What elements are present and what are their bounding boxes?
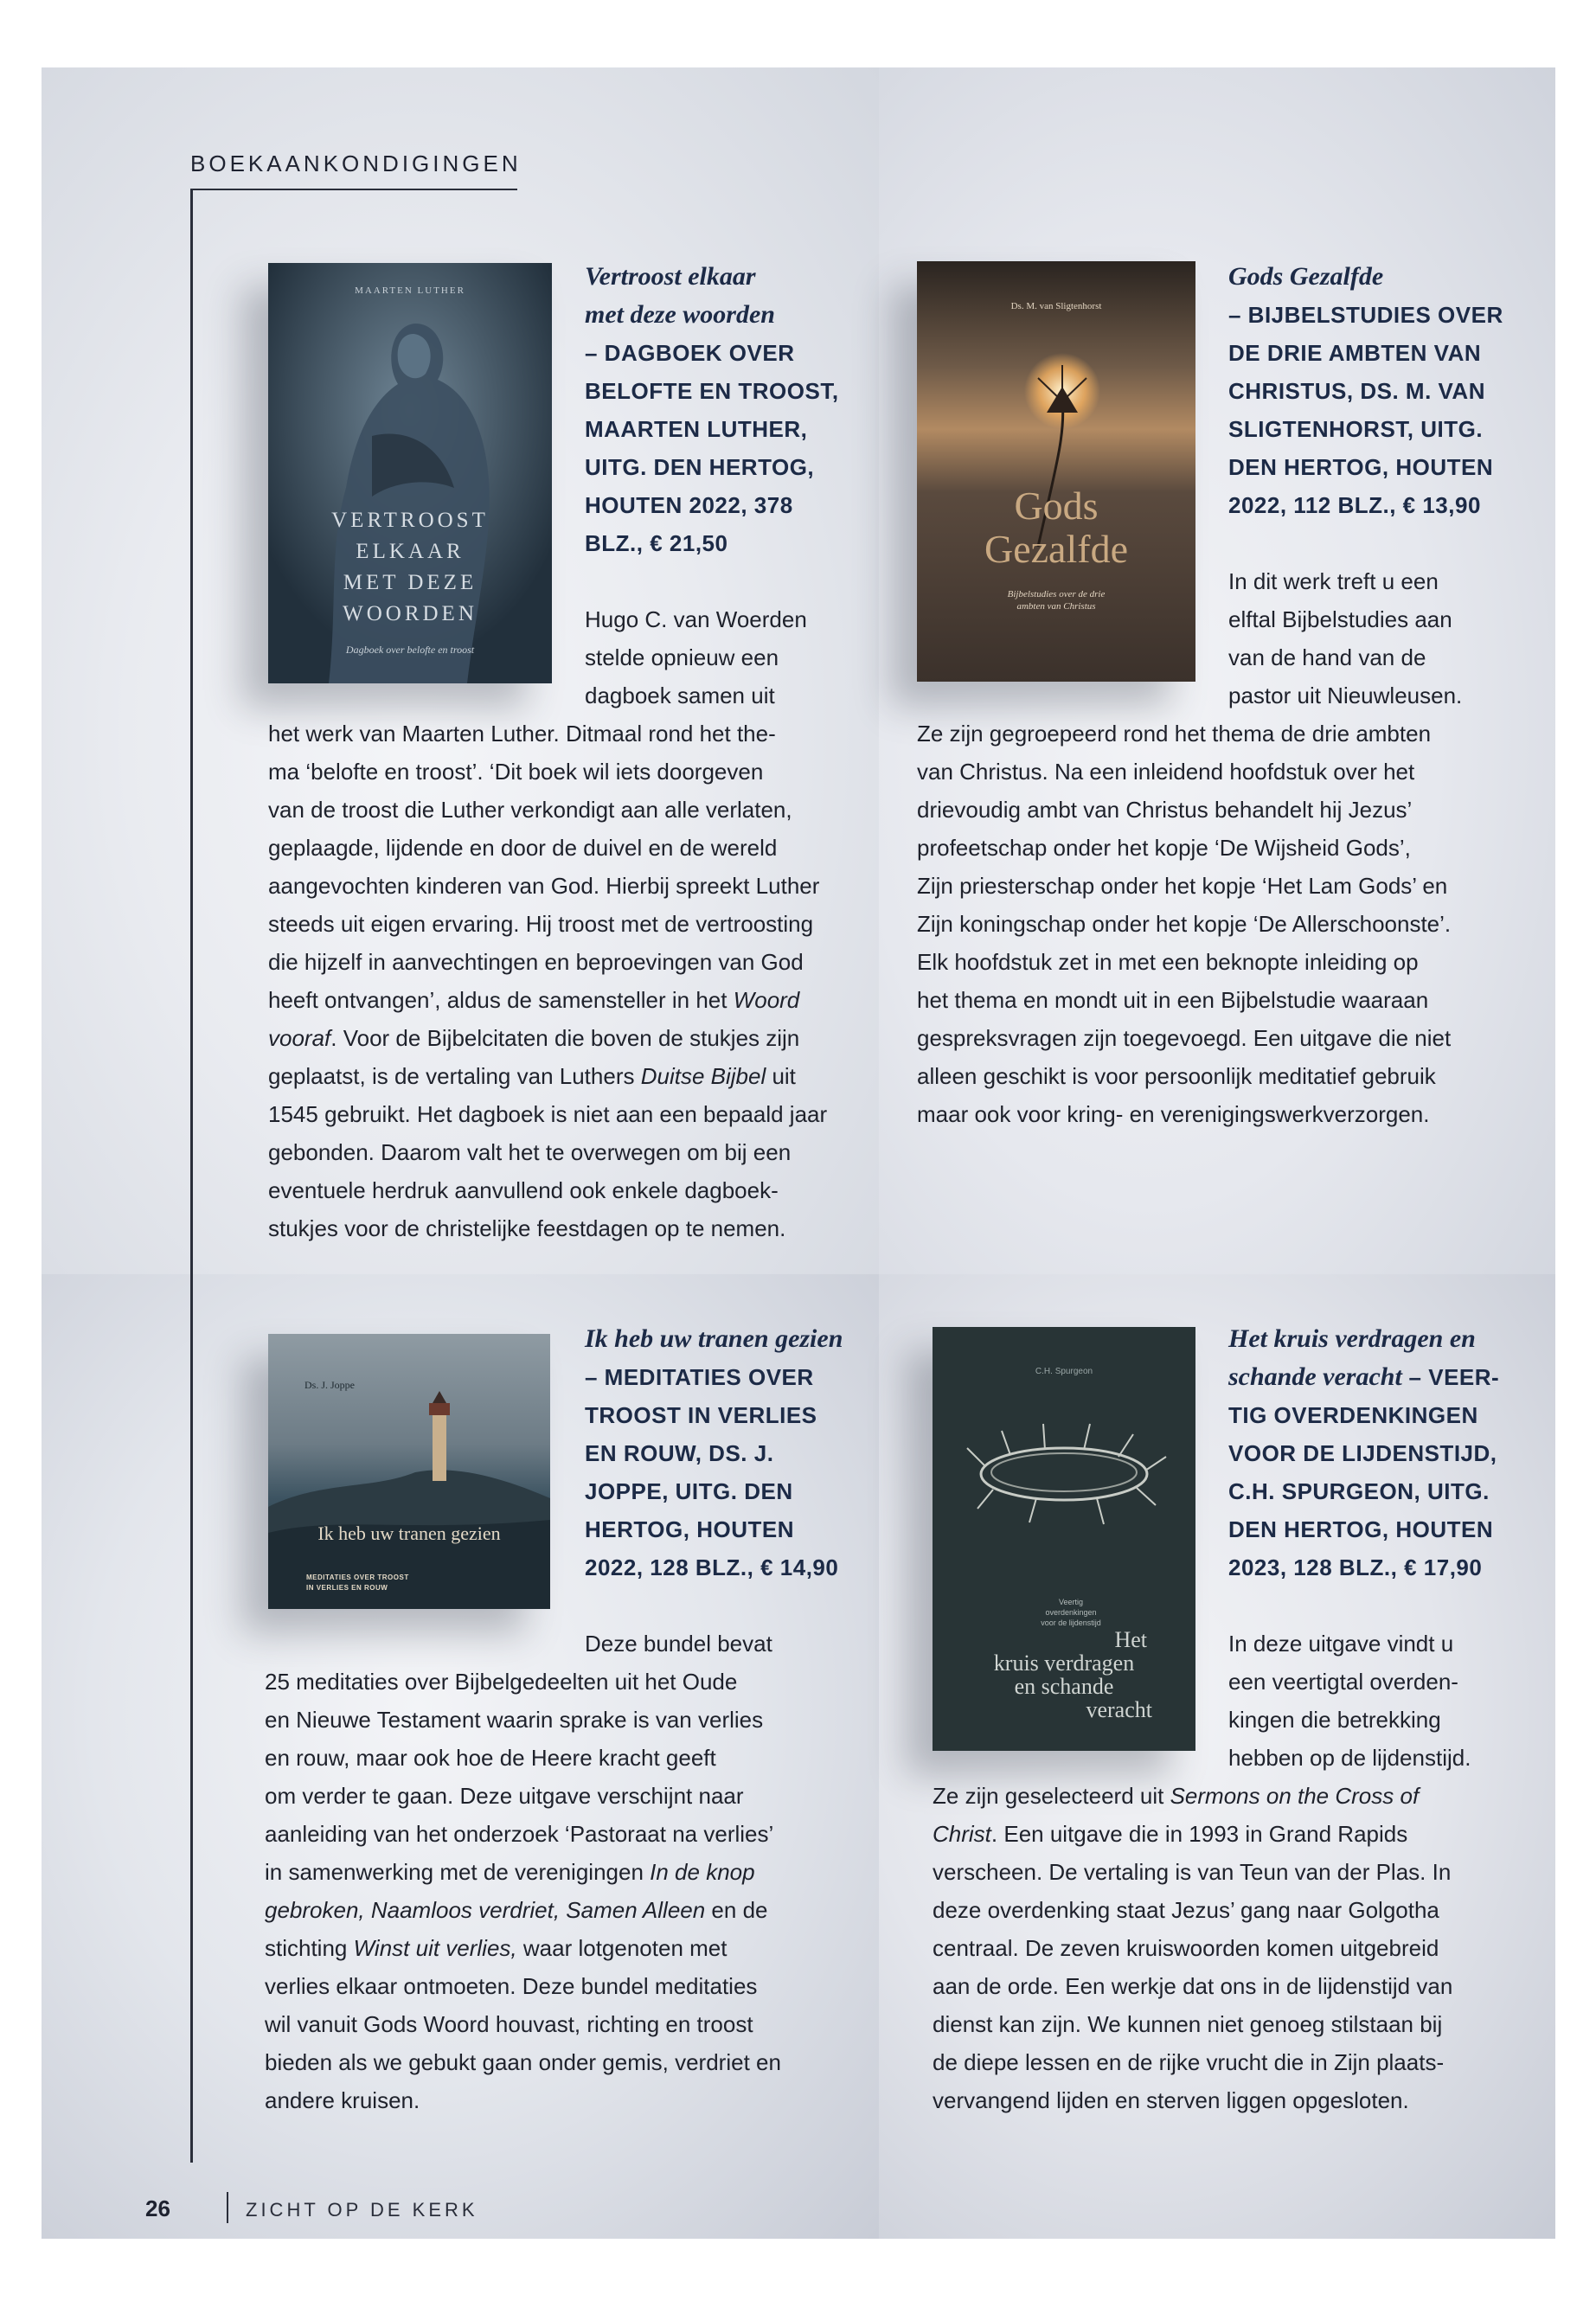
body-line: verscheen. De vertaling is van Teun van der Plas. In: [933, 1859, 1452, 1885]
body-line: dienst kan zijn. We kunnen niet genoeg stilstaan bij: [933, 2011, 1443, 2037]
review-heading: [1228, 258, 1522, 524]
review-heading: [585, 1320, 879, 1586]
body-italic: vooraf: [268, 1025, 331, 1051]
body-line: dagboek samen uit: [585, 683, 775, 708]
review-details: C.H. SPURGEON, UITG.: [1228, 1478, 1490, 1504]
cover-subtitle: [306, 1573, 409, 1593]
body-text: Ze zijn geselecteerd uit: [933, 1783, 1170, 1809]
body-text: uit: [766, 1063, 796, 1089]
body-line: 25 meditaties over Bijbelgedeelten uit het Oude: [265, 1669, 738, 1695]
body-line: [265, 1891, 879, 1929]
body-line: andere kruisen.: [265, 2087, 420, 2113]
review-body: [265, 1663, 879, 2119]
body-line: het thema en mondt uit in een Bijbelstudie waaraan: [917, 987, 1429, 1013]
review-body: [1228, 562, 1522, 715]
body-line: In deze uitgave vindt u: [1228, 1631, 1454, 1657]
cover-title: [268, 505, 552, 630]
review-details: EN ROUW, DS. J.: [585, 1440, 774, 1466]
body-line: kingen die betrekking: [1228, 1707, 1441, 1733]
body-line: van Christus. Na een inleidend hoofdstuk over het: [917, 759, 1415, 785]
body-line: geplaagde, lijdende en door de duivel en de wereld: [268, 835, 778, 861]
cover-small-line: voor de lijdenstijd: [1041, 1618, 1101, 1627]
cover-small-line: Veertig: [1058, 1598, 1084, 1606]
body-line: [933, 1815, 1538, 1853]
review-details: 2022, 128 BLZ., € 14,90: [585, 1554, 839, 1580]
body-line: een veertigtal overden-: [1228, 1669, 1458, 1695]
review-details: HOUTEN 2022, 378: [585, 492, 793, 518]
body-line: gebonden. Daarom valt het te overwegen om bij een: [268, 1139, 792, 1165]
body-line: aangevochten kinderen van God. Hierbij spreekt Luther: [268, 873, 820, 899]
review-details: 2023, 128 BLZ., € 17,90: [1228, 1554, 1483, 1580]
body-italic: Woord: [733, 987, 800, 1013]
body-line: Ze zijn gegroepeerd rond het thema de drie ambten: [917, 721, 1432, 747]
body-text: . Voor de Bijbelcitaten die boven de stukjes zijn: [330, 1025, 800, 1051]
book-cover-vertroost: [268, 263, 552, 683]
review-details: – DAGBOEK OVER: [585, 340, 795, 366]
review-title: met deze woorden: [585, 300, 775, 329]
body-text: heeft ontvangen’, aldus de samensteller in het: [268, 987, 734, 1013]
body-line: Elk hoofdstuk zet in met een beknopte inleiding op: [917, 949, 1419, 975]
body-line: Hugo C. van Woerden: [585, 606, 807, 632]
body-line: van de troost die Luther verkondigt aan alle verlaten,: [268, 797, 792, 823]
review-details: BELOFTE EN TROOST,: [585, 378, 839, 404]
review-details: MAARTEN LUTHER,: [585, 416, 808, 442]
cover-author: MAARTEN LUTHER: [355, 285, 465, 296]
cover-subtitle: Bijbelstudies over de drie ambten van Christus: [1007, 589, 1106, 612]
body-line: 1545 gebruikt. Het dagboek is niet aan een bepaald jaar: [268, 1101, 828, 1127]
body-line: gespreksvragen zijn toegevoegd. Een uitgave die niet: [917, 1025, 1452, 1051]
body-italic: Winst uit verlies,: [353, 1935, 517, 1961]
review-details: CHRISTUS, DS. M. VAN: [1228, 378, 1485, 404]
cover-title: [917, 484, 1195, 571]
review-title: Het kruis verdragen en: [1228, 1324, 1476, 1353]
cover-title-line: Gezalfde: [984, 527, 1128, 571]
review-title: Ik heb uw tranen gezien: [585, 1324, 843, 1353]
body-line: bieden als we gebukt gaan onder gemis, verdriet en: [265, 2049, 781, 2075]
review-details: VOOR DE LIJDENSTIJD,: [1228, 1440, 1497, 1466]
body-line: ma ‘belofte en troost’. ‘Dit boek wil iets doorgeven: [268, 759, 764, 785]
body-text: en de: [705, 1897, 768, 1923]
body-line: het werk van Maarten Luther. Ditmaal rond het the-: [268, 721, 776, 747]
review-title: Vertroost elkaar: [585, 262, 756, 291]
body-text: geplaatst, is de vertaling van Luthers: [268, 1063, 641, 1089]
review-details: – BIJBELSTUDIES OVER: [1228, 302, 1503, 328]
body-line: eventuele herdruk aanvullend ook enkele dagboek-: [268, 1177, 779, 1203]
review-details: BLZ., € 21,50: [585, 530, 728, 556]
review-title-line: [1228, 1358, 1540, 1396]
lighthouse-illustration: [268, 1334, 550, 1609]
body-line: deze overdenking staat Jezus’ gang naar Golgotha: [933, 1897, 1439, 1923]
review-body: [585, 600, 870, 715]
cover-small: [1028, 1597, 1114, 1628]
body-line: centraal. De zeven kruiswoorden komen uitgebreid: [933, 1935, 1439, 1961]
body-line: steeds uit eigen ervaring. Hij troost met de vertroosting: [268, 911, 814, 937]
cover-author: Ds. M. van Sligtenhorst: [1010, 301, 1102, 311]
cover-title: Ik heb uw tranen gezien: [317, 1522, 501, 1544]
body-line: en rouw, maar ook hoe de Heere kracht geeft: [265, 1745, 716, 1771]
body-text: waar lotgenoten met: [516, 1935, 727, 1961]
body-italic: Sermons on the Cross of: [1170, 1783, 1420, 1809]
review-title: schande veracht: [1228, 1362, 1402, 1391]
review-details: DEN HERTOG, HOUTEN: [1228, 1516, 1494, 1542]
review-body: [1228, 1625, 1540, 1777]
body-line: de diepe lessen en de rijke vrucht die in Zijn plaats-: [933, 2049, 1445, 2075]
body-italic: Duitse Bijbel: [640, 1063, 766, 1089]
vertical-rule: [190, 189, 193, 2163]
review-details: JOPPE, UITG. DEN: [585, 1478, 793, 1504]
review-details: – VEER-: [1401, 1364, 1500, 1390]
review-details: UITG. DEN HERTOG,: [585, 454, 815, 480]
review-details: 2022, 112 BLZ., € 13,90: [1228, 492, 1481, 518]
body-line: pastor uit Nieuwleusen.: [1228, 683, 1463, 708]
page-number: 26: [145, 2195, 170, 2221]
book-cover-gods-gezalfde: [917, 261, 1195, 682]
body-line: [268, 1019, 874, 1057]
review-details: DEN HERTOG, HOUTEN: [1228, 454, 1494, 480]
review-body: [268, 715, 874, 1247]
cover-author: C.H. Spurgeon: [1035, 1367, 1093, 1376]
cover-subtitle-line: MEDITATIES OVER TROOST: [306, 1574, 409, 1581]
cover-title-line: en schande: [1014, 1674, 1114, 1699]
cover-title-line: kruis verdragen: [993, 1650, 1135, 1676]
cover-title-line: ELKAAR: [356, 540, 465, 563]
body-line: Zijn priesterschap onder het kopje ‘Het Lam Gods’ en: [917, 873, 1448, 899]
body-line: hebben op de lijdenstijd.: [1228, 1745, 1471, 1771]
review-title: Gods Gezalfde: [1228, 262, 1384, 291]
cover-title-line: Gods: [1014, 484, 1099, 528]
review-details: DE DRIE AMBTEN VAN: [1228, 340, 1482, 366]
cover-title-line: WOORDEN: [343, 602, 478, 625]
sunset-thistle-illustration: [917, 261, 1195, 682]
review-details: SLIGTENHORST, UITG.: [1228, 416, 1484, 442]
cover-small-line: overdenkingen: [1045, 1608, 1097, 1617]
body-line: en Nieuwe Testament waarin sprake is van verlies: [265, 1707, 764, 1733]
magazine-page: [42, 67, 1555, 2239]
footer-divider: [227, 2192, 228, 2223]
review-details: – MEDITATIES OVER: [585, 1364, 814, 1390]
section-label: BOEKAANKONDIGINGEN: [190, 151, 522, 176]
body-italic: Christ: [933, 1821, 991, 1847]
body-text: stichting: [265, 1935, 354, 1961]
body-line: die hijzelf in aanvechtingen en beproevingen van God: [268, 949, 804, 975]
body-line: aan de orde. Een werkje dat ons in de lijdenstijd van: [933, 1973, 1453, 1999]
review-heading: [1228, 1320, 1540, 1586]
review-details: TROOST IN VERLIES: [585, 1402, 817, 1428]
body-line: om verder te gaan. Deze uitgave verschijnt naar: [265, 1783, 744, 1809]
cover-title-line: VERTROOST: [331, 509, 489, 532]
cover-title: [933, 1628, 1195, 1721]
body-line: stelde opnieuw een: [585, 644, 779, 670]
review-heading: [585, 258, 870, 562]
body-line: [933, 1777, 1538, 1815]
body-text: in samenwerking met de verenigingen: [265, 1859, 651, 1885]
body-line: maar ook voor kring- en verenigingswerkverzorgen.: [917, 1101, 1430, 1127]
body-line: profeetschap onder het kopje ‘De Wijsheid Gods’,: [917, 835, 1411, 861]
body-line: drievoudig ambt van Christus behandelt hij Jezus’: [917, 797, 1413, 823]
body-line: [265, 1853, 879, 1891]
cover-subtitle: Dagboek over belofte en troost: [345, 644, 475, 656]
body-line: Zijn koningschap onder het kopje ‘De Allerschoonste’.: [917, 911, 1452, 937]
body-italic: In de knop: [650, 1859, 755, 1885]
review-details: TIG OVERDENKINGEN: [1228, 1402, 1478, 1428]
body-line: verlies elkaar ontmoeten. Deze bundel meditaties: [265, 1973, 758, 1999]
cover-title-line: MET DEZE: [343, 571, 478, 594]
body-line: van de hand van de: [1228, 644, 1426, 670]
body-text: . Een uitgave die in 1993 in Grand Rapids: [990, 1821, 1408, 1847]
body-line: Deze bundel bevat: [585, 1631, 772, 1657]
body-line: [268, 1057, 874, 1095]
body-line: [268, 981, 874, 1019]
review-body: [933, 1777, 1538, 2119]
body-line: In dit werk treft u een: [1228, 568, 1439, 594]
cover-title-line: veracht: [1086, 1697, 1152, 1722]
review-body: [917, 715, 1540, 1133]
body-line: wil vanuit Gods Woord houvast, richting en troost: [265, 2011, 753, 2037]
review-body: [585, 1625, 879, 1663]
book-cover-tranen: [268, 1334, 550, 1609]
book-cover-kruis: [933, 1327, 1195, 1751]
cover-subtitle-line: IN VERLIES EN ROUW: [306, 1584, 388, 1592]
body-line: alleen geschikt is voor persoonlijk meditatief gebruik: [917, 1063, 1436, 1089]
body-line: vervangend lijden en sterven liggen opgesloten.: [933, 2087, 1409, 2113]
cover-author: Ds. J. Joppe: [304, 1379, 356, 1391]
body-line: [265, 1929, 879, 1967]
body-line: stukjes voor de christelijke feestdagen op te nemen.: [268, 1215, 786, 1241]
body-line: aanleiding van het onderzoek ‘Pastoraat na verlies’: [265, 1821, 774, 1847]
magazine-title: ZICHT OP DE KERK: [246, 2199, 478, 2221]
review-details: HERTOG, HOUTEN: [585, 1516, 794, 1542]
section-rule: [190, 189, 517, 190]
body-line: elftal Bijbelstudies aan: [1228, 606, 1452, 632]
cover-title-line: Het: [1114, 1627, 1147, 1652]
body-italic: gebroken, Naamloos verdriet, Samen Alleen: [265, 1897, 706, 1923]
